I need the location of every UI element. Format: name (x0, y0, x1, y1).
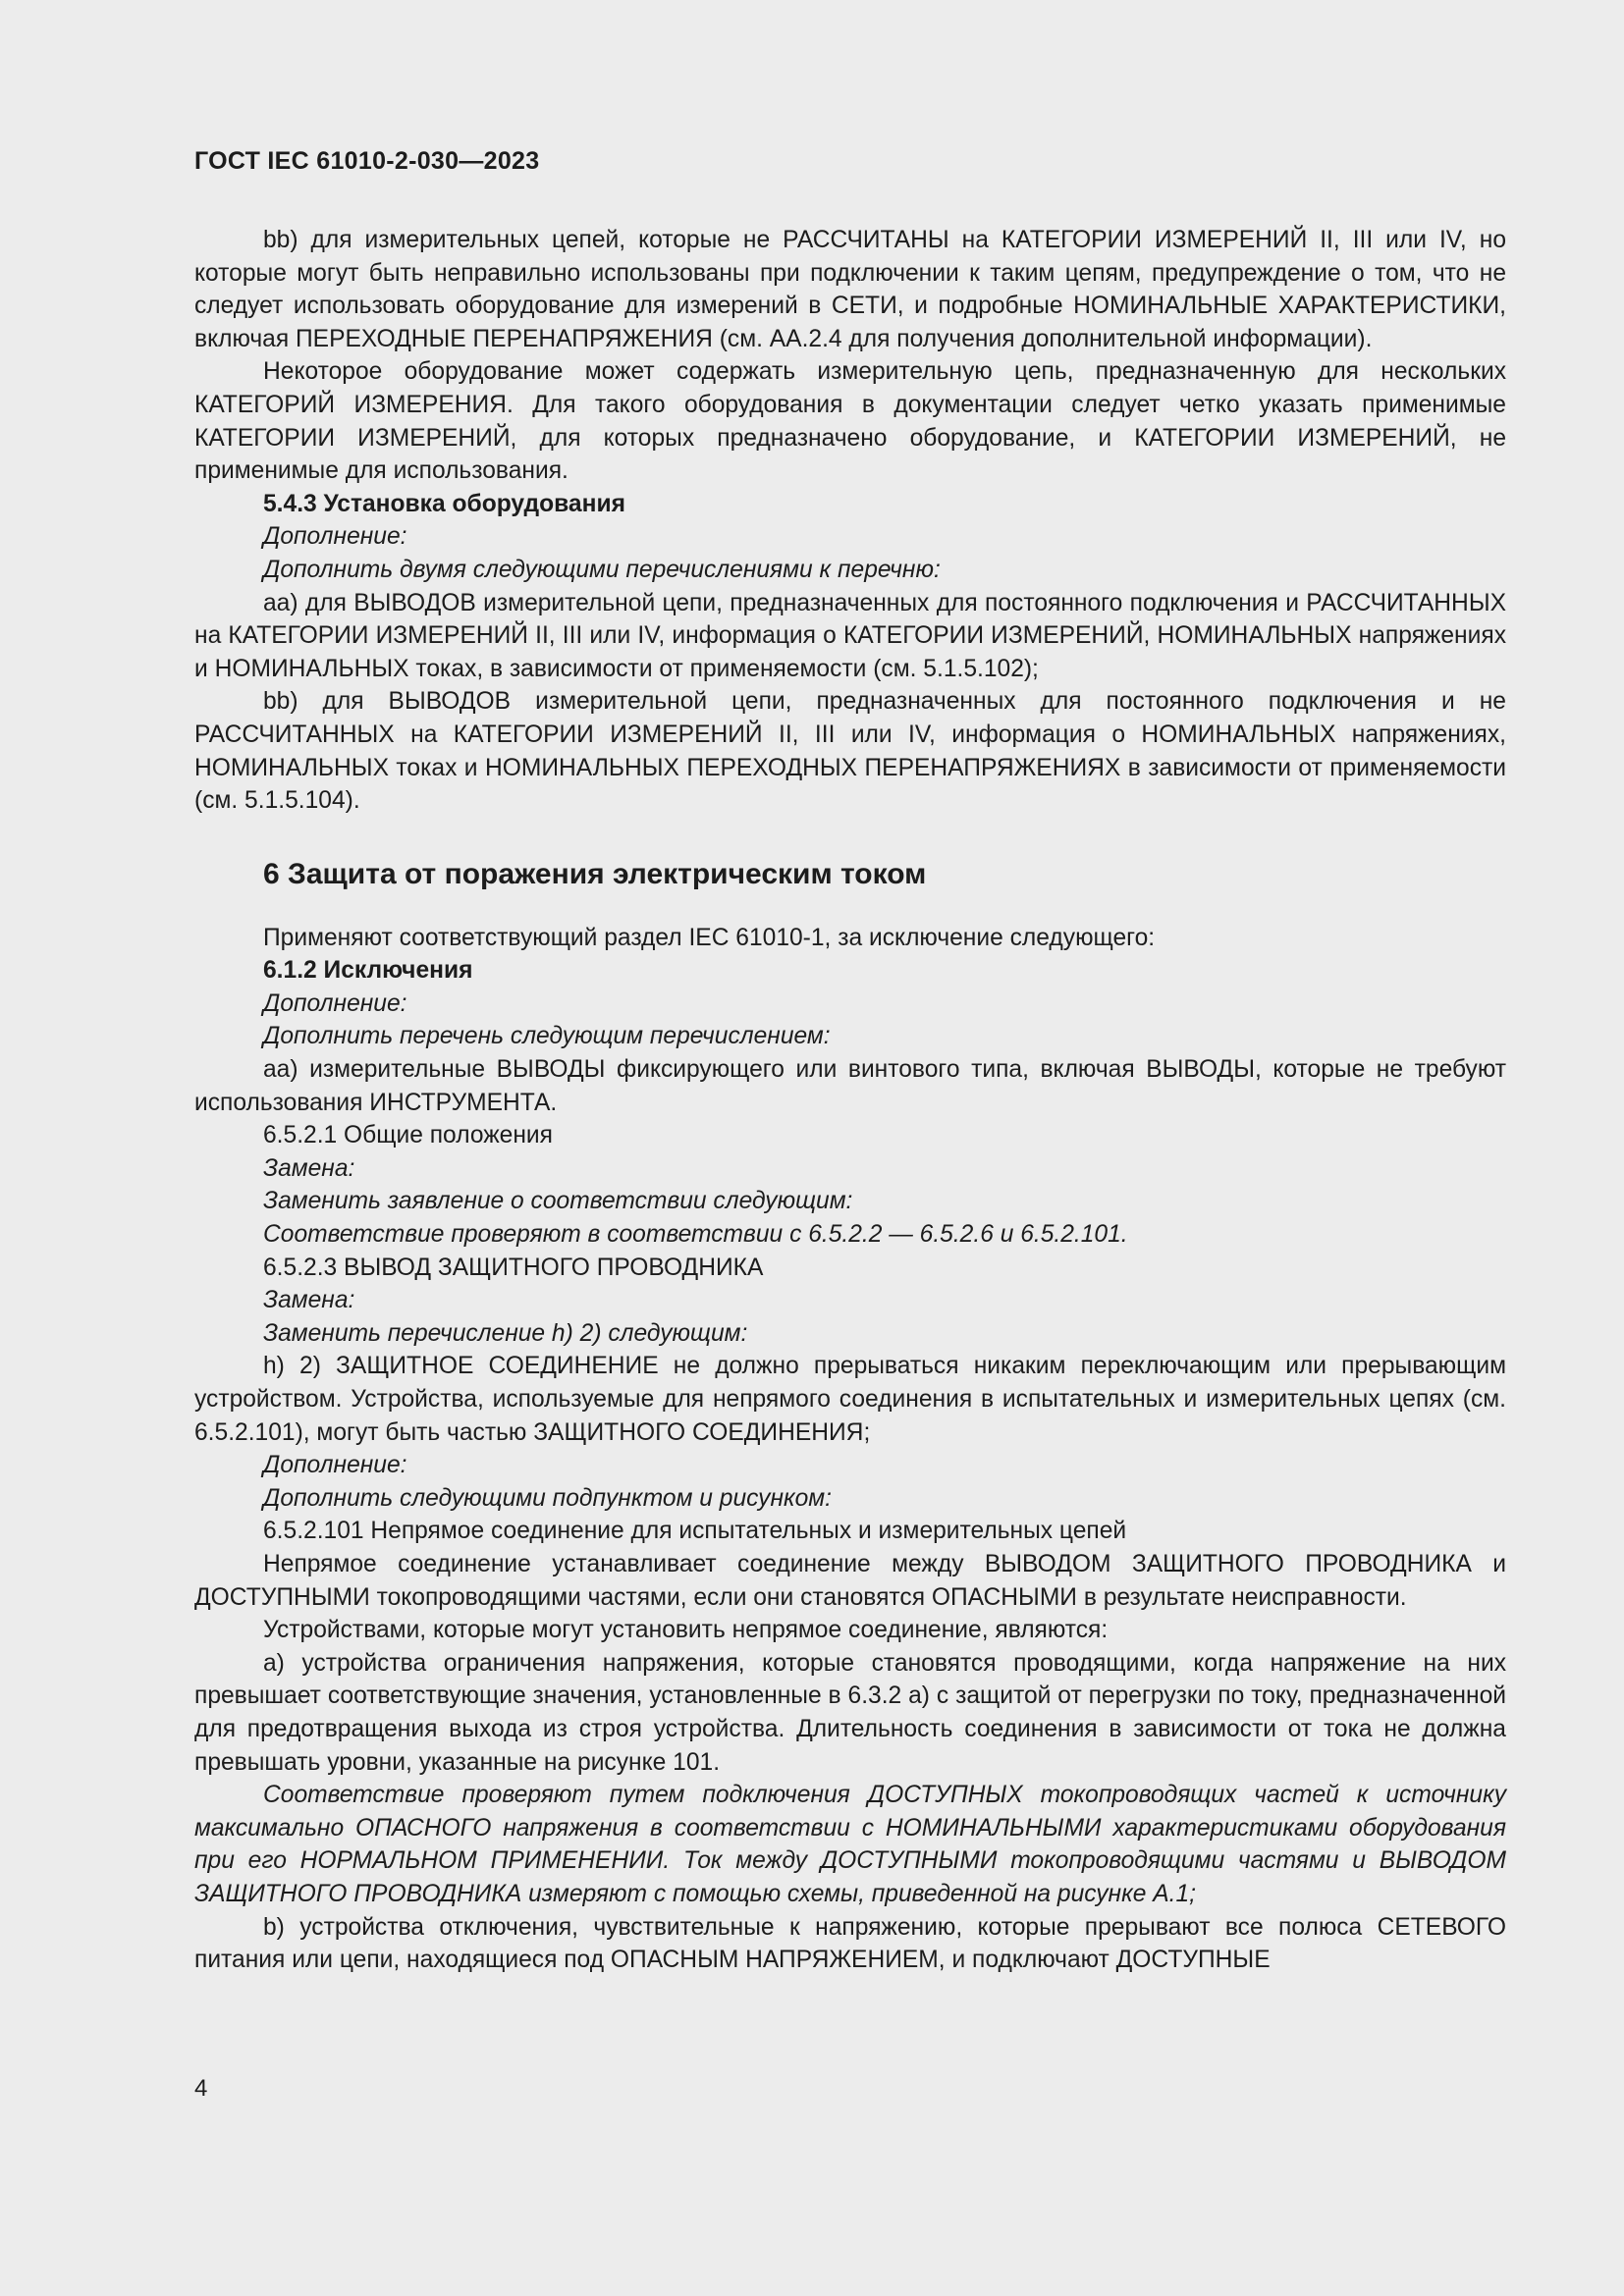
paragraph: Некоторое оборудование может содержать измерительную цепь, предназначенную для нескольких КАТЕГОРИЙ ИЗМЕРЕНИЯ. Для такого оборудования в документации следует четко указать применимые КАТЕГОРИИ ИЗМЕРЕНИЙ, для которых предназначено оборудование, и КАТЕГОРИИ ИЗМЕРЕНИЙ, не применимые для использования. (194, 358, 1506, 485)
paragraph: Дополнение: (263, 1452, 407, 1479)
paragraph: а) устройства ограничения напряжения, которые становятся проводящими, когда напряжение на них превышает соответствующие значения, установленные в 6.3.2 а) с защитой от перегрузки по току, предназначенной для предотвращения выхода из строя устройства. Длительность соединения в зависимости от тока не должна превышать уровни, указанные на рисунке 101. (194, 1649, 1506, 1776)
paragraph: Применяют соответствующий раздел IEC 61010-1, за исключение следующего: (263, 924, 1156, 951)
paragraph: Заменить заявление о соответствии следующим: (263, 1188, 853, 1215)
paragraph: Соответствие проверяют в соответствии с 6.5.2.2 — 6.5.2.6 и 6.5.2.101. (263, 1221, 1128, 1249)
document-header: ГОСТ IEC 61010-2-030—2023 (194, 147, 540, 175)
paragraph: аа) для ВЫВОДОВ измерительной цепи, предназначенных для постоянного подключения и РАССЧИТАННЫХ на КАТЕГОРИИ ИЗМЕРЕНИЙ II, III или IV, информация о КАТЕГОРИИ ИЗМЕРЕНИЙ, НОМИНАЛЬНЫХ напряжениях и НОМИНАЛЬНЫХ токах, в зависимости от применяемости (см. 5.1.5.102); (194, 589, 1506, 682)
paragraph: bb) для измерительных цепей, которые не РАССЧИТАНЫ на КАТЕГОРИИ ИЗМЕРЕНИЙ II, III или IV, но которые могут быть неправильно использованы при подключении к таким цепям, предупреждение о том, что не следует использовать оборудование для измерений в СЕТИ, и подробные НОМИНАЛЬНЫЕ ХАРАКТЕРИСТИКИ, включая ПЕРЕХОДНЫЕ ПЕРЕНАПРЯЖЕНИЯ (см. АА.2.4 для получения дополнительной информации). (194, 227, 1506, 352)
paragraph: bb) для ВЫВОДОВ измерительной цепи, предназначенных для постоянного подключения и не РАССЧИТАННЫХ на КАТЕГОРИИ ИЗМЕРЕНИЙ II, III или IV, информация о НОМИНАЛЬНЫХ напряжениях, НОМИНАЛЬНЫХ токах и НОМИНАЛЬНЫХ ПЕРЕХОДНЫХ ПЕРЕНАПРЯЖЕНИЯХ в зависимости от применяемости (см. 5.1.5.104). (194, 688, 1506, 815)
paragraph: 6.5.2.101 Непрямое соединение для испытательных и измерительных цепей (263, 1518, 1127, 1545)
text-block-2 (194, 922, 1506, 1977)
paragraph: 6.1.2 Исключения (263, 957, 473, 985)
paragraph: 6.5.2.1 Общие положения (263, 1122, 553, 1149)
page-number: 4 (194, 2075, 208, 2102)
paragraph: Замена: (263, 1154, 355, 1182)
paragraph: h) 2) ЗАЩИТНОЕ СОЕДИНЕНИЕ не должно прерываться никаким переключающим или прерывающим устройством. Устройства, используемые для непрямого соединения в испытательных и измерительных цепях (см. 6.5.2.101), могут быть частью ЗАЩИТНОГО СОЕДИНЕНИЯ; (194, 1353, 1506, 1446)
paragraph: Непрямое соединение устанавливает соединение между ВЫВОДОМ ЗАЩИТНОГО ПРОВОДНИКА и ДОСТУПНЫМИ токопроводящими частями, если они становятся ОПАСНЫМИ в результате неисправности. (194, 1550, 1506, 1611)
paragraph: Дополнить перечень следующим перечислением: (263, 1023, 831, 1050)
paragraph: аа) измерительные ВЫВОДЫ фиксирующего или винтового типа, включая ВЫВОДЫ, которые не требуют использования ИНСТРУМЕНТА. (194, 1056, 1506, 1116)
section-heading: 6 Защита от поражения электрическим током (263, 857, 927, 890)
paragraph: 5.4.3 Установка оборудования (263, 490, 625, 517)
paragraph: 6.5.2.3 ВЫВОД ЗАЩИТНОГО ПРОВОДНИКА (263, 1254, 764, 1281)
paragraph: b) устройства отключения, чувствительные к напряжению, которые прерывают все полюса СЕТЕВОГО питания или цепи, находящиеся под ОПАСНЫМ НАПРЯЖЕНИЕМ, и подключают ДОСТУПНЫЕ (194, 1913, 1506, 1974)
text-block-1 (194, 224, 1506, 818)
paragraph: Замена: (263, 1287, 355, 1314)
page-content (194, 224, 1506, 1977)
paragraph: Дополнение: (263, 523, 407, 551)
paragraph: Дополнить двумя следующими перечислениями к перечню: (263, 556, 941, 583)
paragraph: Дополнить следующими подпунктом и рисунком: (263, 1484, 832, 1512)
paragraph: Дополнение: (263, 989, 407, 1017)
paragraph: Устройствами, которые могут установить непрямое соединение, являются: (263, 1617, 1109, 1644)
paragraph: Заменить перечисление h) 2) следующим: (263, 1319, 748, 1347)
paragraph: Соответствие проверяют путем подключения ДОСТУПНЫХ токопроводящих частей к источнику максимально ОПАСНОГО напряжения в соответствии с НОМИНАЛЬНЫМИ характеристиками оборудования при его НОРМАЛЬНОМ ПРИМЕНЕНИИ. Ток между ДОСТУПНЫМИ токопроводящими частями и ВЫВОДОМ ЗАЩИТНОГО ПРОВОДНИКА измеряют с помощью схемы, приведенной на рисунке А.1; (194, 1782, 1506, 1907)
